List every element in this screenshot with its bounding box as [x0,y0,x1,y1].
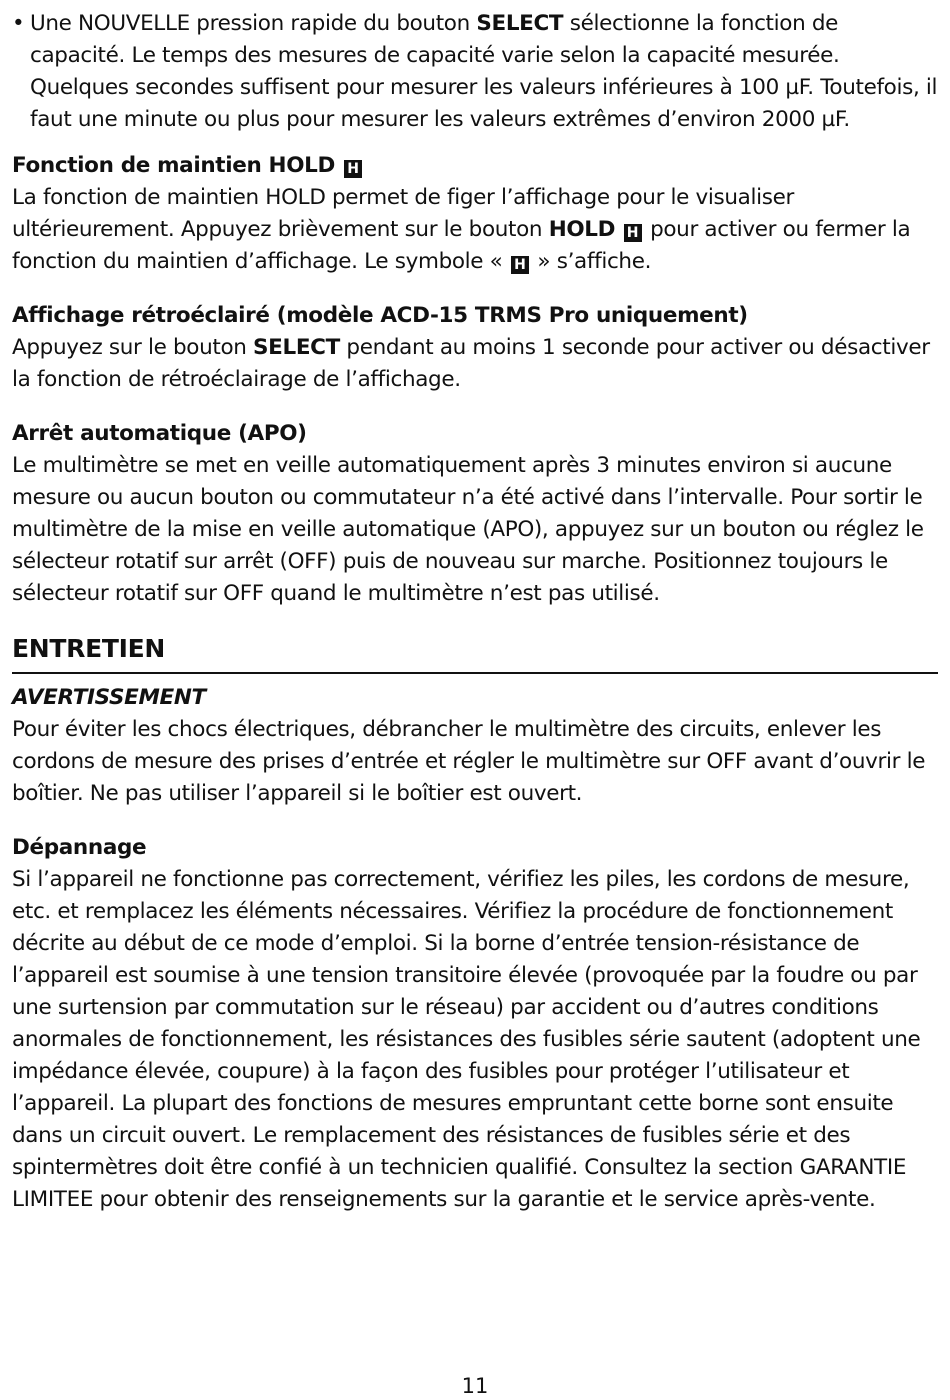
apo-section [12,418,938,610]
select-keyword: SELECT [253,335,340,360]
backlight-paragraph: Appuyez sur le bouton SELECT pendant au moins 1 seconde pour activer ou désactiver la fonction de rétroéclairage de l’affichage. [12,335,930,392]
warning-label: AVERTISSEMENT [12,685,206,710]
depannage-section [12,832,938,1216]
warning-paragraph: Pour éviter les chocs électriques, débrancher le multimètre des circuits, enlever les cordons de mesure des prises d’entrée et régler le multimètre sur OFF avant d’ouvrir le boîtier. Ne pas utiliser l’appareil si le boîtier est ouvert. [12,717,926,806]
document-page [12,8,938,1238]
hold-h-icon: H [511,256,529,274]
hold-keyword: HOLD [548,217,616,242]
capacitance-bullet [12,8,938,136]
backlight-section [12,300,938,396]
hold-h-icon: H [624,224,642,242]
hold-heading: Fonction de maintien HOLD H [12,150,938,182]
entretien-heading: ENTRETIEN [12,632,938,674]
page-number: 11 [461,1374,489,1398]
depannage-heading: Dépannage [12,835,147,860]
backlight-heading: Affichage rétroéclairé (modèle ACD-15 TRMS Pro uniquement) [12,303,748,328]
depannage-paragraph: Si l’appareil ne fonctionne pas correctement, vérifiez les piles, les cordons de mesure, etc. et remplacez les éléments nécessaires. Vérifiez la procédure de fonctionnement décrite au début de ce mode d’emploi. Si la borne d’entrée tension-résistance de l’appareil est soumise à une tension transitoire élevée (provoquée par la foudre ou par une surtension par commutation sur le réseau) par accident ou d’autres conditions anormales de fonctionnement, les résistances des fusibles série sautent (adoptent une impédance élevée, coupure) à la façon des fusibles pour protéger l’utilisateur et l’appareil. La plupart des fonctions de mesures empruntant cette borne sont ensuite dans un circuit ouvert. Le remplacement des résistances de fusibles série et des spintermètres doit être confié à un technicien qualifié. Consultez la section GARANTIE LIMITEE pour obtenir des renseignements sur la garantie et le service après-vente. [12,867,921,1212]
hold-section [12,150,938,278]
warning-section [12,682,938,810]
apo-paragraph: Le multimètre se met en veille automatiquement après 3 minutes environ si aucune mesure ou aucun bouton ou commutateur n’a été activé dans l’intervalle. Pour sortir le multimètre de la mise en veille automatique (APO), appuyez sur un bouton ou réglez le sélecteur rotatif sur arrêt (OFF) puis de nouveau sur marche. Positionnez toujours le sélecteur rotatif sur OFF quand le multimètre n’est pas utilisé. [12,453,924,606]
apo-heading: Arrêt automatique (APO) [12,421,307,446]
hold-paragraph: La fonction de maintien HOLD permet de figer l’affichage pour le visualiser ultérieurement. Appuyez brièvement sur le bouton HOLD H pour activer ou fermer la fonction du maintien d’affichage. Le symbole « H » s’affiche. [12,185,911,274]
hold-h-icon: H [344,160,362,178]
bullet-mark: • [12,11,25,36]
capacitance-text: Une NOUVELLE pression rapide du bouton SELECT sélectionne la fonction de capacité. Le temps des mesures de capacité varie selon la capacité mesurée. Quelques secondes suffisent pour mesurer les valeurs inférieures à 100 µF. Toutefois, il faut une minute ou plus pour mesurer les valeurs extrêmes d’environ 2000 µF. [30,11,938,132]
select-keyword: SELECT [476,11,564,36]
